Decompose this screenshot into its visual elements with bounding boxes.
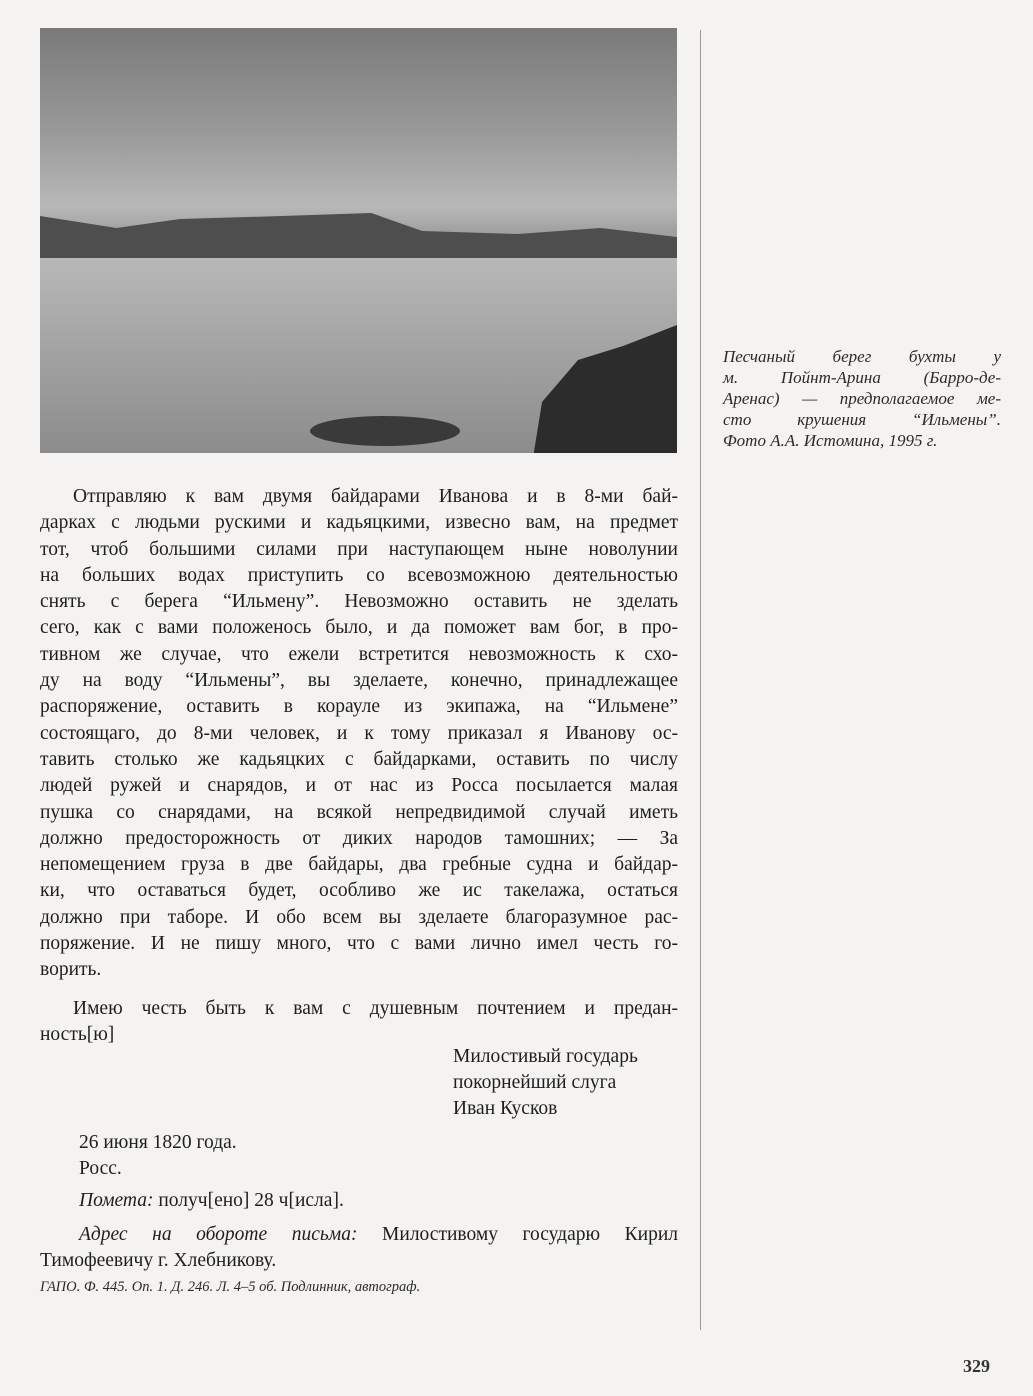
text-line: должно при таборе. И обо всем вы зделаете благоразумное рас-: [40, 906, 678, 928]
caption-line: Фото А.А. Истомина, 1995 г.: [723, 431, 938, 450]
text-line: дарках с людьми рускими и кадьяцкими, извесно вам, на предмет: [40, 512, 678, 534]
signature-line: Милостивый государь: [453, 1046, 638, 1067]
letter-address: [40, 1222, 678, 1275]
text-line: ность[ю]: [40, 1024, 115, 1046]
text-line: пушка со снарядами, на всякой непредвидимой случай иметь: [40, 801, 678, 823]
landscape-photo: [40, 28, 677, 453]
closing-paragraph: [40, 996, 678, 1049]
photo-rock: [310, 416, 460, 446]
text-line: тавить столько же кадьяцких с байдарками, оставить по числу: [40, 748, 678, 770]
text-line: ду на воду “Ильмены”, вы зделаете, конечно, принадлежащее: [40, 670, 678, 692]
photo-caption: [723, 346, 1001, 451]
text-line: ворить.: [40, 959, 102, 981]
text-line: распоряжение, оставить в корауле из экипажа, на “Ильмене”: [40, 696, 678, 718]
letter-body: [40, 484, 678, 984]
caption-line: сто крушения “Ильмены”.: [723, 410, 1001, 429]
text-line: людей ружей и снарядов, и от нас из Росса посылается малая: [40, 775, 678, 797]
signature-block: [453, 1044, 638, 1122]
text-line: тот, чтоб большими силами при наступающем ныне новолунии: [40, 538, 678, 560]
caption-line: Аренас) — предполагаемое ме-: [723, 389, 1001, 408]
letter-meta: [79, 1127, 344, 1217]
text-line: Имею честь быть к вам с душевным почтением и предан-: [73, 998, 678, 1019]
note-label: Помета:: [79, 1190, 154, 1211]
caption-line: Песчаный берег бухты у: [723, 347, 1001, 366]
address-text: Милостивому государю Кирил: [382, 1224, 679, 1245]
text-line: ки, что оставаться будет, особливо же ис такелажа, остаться: [40, 880, 678, 902]
address-label: Адрес на обороте письма:: [79, 1224, 358, 1245]
text-line: непомещением груза в две байдары, два гребные судна и байдар-: [40, 854, 678, 876]
signature-name: Иван Кусков: [453, 1098, 558, 1119]
letter-date: 26 июня 1820 года.: [79, 1132, 237, 1153]
text-line: поряжение. И не пишу много, что с вами лично имел честь го-: [40, 933, 678, 955]
text-line: тивном же случае, что ежели встретится невозможность к схо-: [40, 643, 678, 665]
text-line: на больших водах приступить со всевозможною деятельностью: [40, 564, 678, 586]
text-line: Отправляю к вам двумя байдарами Иванова и в 8-ми бай-: [73, 486, 678, 507]
text-line: сего, как с вами положенось было, и да поможет вам бог, в про-: [40, 617, 678, 639]
text-line: состоящаго, до 8-ми человек, и к тому приказал я Иванову ос-: [40, 722, 678, 744]
archive-source: ГАПО. Ф. 445. Оп. 1. Д. 246. Л. 4–5 об. Подлинник, автограф.: [40, 1279, 421, 1295]
caption-line: м. Пойнт-Арина (Барро-де-: [723, 368, 1001, 387]
column-divider: [700, 30, 701, 1330]
letter-note: [79, 1185, 344, 1217]
note-text: получ[ено] 28 ч[исла].: [158, 1190, 344, 1211]
text-line: должно предосторожность от диких народов тамошних; — За: [40, 827, 678, 849]
signature-line: покорнейший слуга: [453, 1072, 617, 1093]
address-text: Тимофеевичу г. Хлебникову.: [40, 1250, 277, 1272]
letter-place: Росс.: [79, 1158, 122, 1179]
page-number: 329: [963, 1356, 990, 1376]
text-line: снять с берега “Ильмену”. Невозможно оставить не зделать: [40, 591, 678, 613]
